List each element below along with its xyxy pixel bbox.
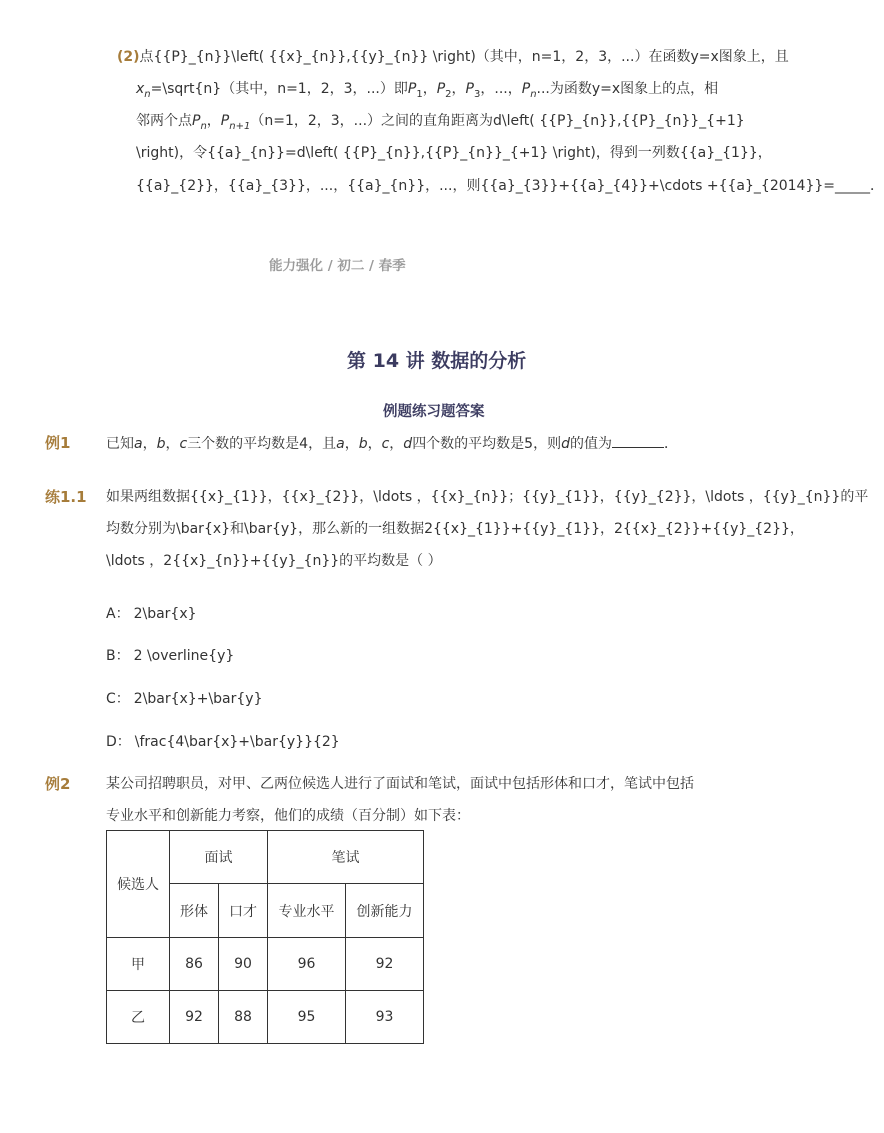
table-cell: 96 bbox=[268, 938, 346, 991]
practice-1-1-label: 练1.1 bbox=[45, 488, 87, 506]
p2-text-1: 点{{P}_{n}}\left( {{x}_{n}},{{y}_{n}} \right)（其中，n=1，2，3，...）在函数y=x图象上，且 bbox=[139, 49, 789, 65]
col-innovation: 创新能力 bbox=[346, 884, 424, 938]
row-name: 乙 bbox=[107, 991, 170, 1044]
table-cell: 88 bbox=[219, 991, 268, 1044]
answer-blank bbox=[612, 435, 664, 448]
header-written: 笔试 bbox=[268, 831, 424, 884]
score-table bbox=[106, 830, 424, 1044]
table-cell: 95 bbox=[268, 991, 346, 1044]
option-d[interactable]: D： \frac{4\bar{x}+\bar{y}}{2} bbox=[106, 734, 340, 750]
example-1-label: 例1 bbox=[45, 434, 71, 452]
example-2-label: 例2 bbox=[45, 775, 71, 793]
section-subtitle: 例题练习题答案 bbox=[383, 404, 485, 420]
option-b[interactable]: B： 2 \overline{y} bbox=[106, 648, 235, 664]
table-row bbox=[107, 938, 424, 991]
row-name: 甲 bbox=[107, 938, 170, 991]
practice-1-1-line-2: 均数分别为\bar{x}和\bar{y}，那么新的一组数据2{{x}_{1}}+{{y}_{1}}，2{{x}_{2}}+{{y}_{2}}， bbox=[106, 521, 804, 537]
table-cell: 93 bbox=[346, 991, 424, 1044]
example-2-line-1: 某公司招聘职员，对甲、乙两位候选人进行了面试和笔试，面试中包括形体和口才，笔试中包括 bbox=[106, 776, 694, 792]
p2-line-5: {{a}_{2}}，{{a}_{3}}，...，{{a}_{n}}，...，则{{a}_{3}}+{{a}_{4}}+\cdots +{{a}_{2014}}=_____． bbox=[136, 178, 884, 194]
p2-line-1 bbox=[117, 46, 789, 66]
lecture-title: 第 14 讲 数据的分析 bbox=[347, 350, 527, 372]
header-candidate: 候选人 bbox=[107, 831, 170, 938]
table-cell: 92 bbox=[170, 991, 219, 1044]
p2-line-2: $x_n=\backslash sqrt\{n\}$（其中，n=1，2，3，...）即$P_1$，$P_2$，$P_3$，...，$P_n$...为函数y=x图象上的点，相 bbox=[136, 81, 719, 100]
p2-line-4: \right)，令{{a}_{n}}=d\left( {{P}_{n}},{{P}_{n}}_{+1} \right)，得到一列数{{a}_{1}}， bbox=[136, 145, 772, 161]
table-cell: 92 bbox=[346, 938, 424, 991]
option-c[interactable]: C： 2\bar{x}+\bar{y} bbox=[106, 691, 263, 707]
col-eloquence: 口才 bbox=[219, 884, 268, 938]
table-cell: 90 bbox=[219, 938, 268, 991]
col-professional: 专业水平 bbox=[268, 884, 346, 938]
practice-1-1-line-1: 如果两组数据{{x}_{1}}，{{x}_{2}}，\ldots ，{{x}_{n}}；{{y}_{1}}，{{y}_{2}}，\ldots ，{{y}_{n}}的平 bbox=[106, 489, 869, 505]
example-1-text: 已知a，b，c三个数的平均数是4，且a，b，c，d四个数的平均数是5，则d的值为 ． bbox=[106, 436, 678, 452]
header-interview: 面试 bbox=[170, 831, 268, 884]
table-cell: 86 bbox=[170, 938, 219, 991]
table-row bbox=[107, 991, 424, 1044]
p2-line-3: 邻两个点$P_n$，$P_{n+1}(n=1$，2，3，...）之间的直角距离为d\left( {{P}_{n}},{{P}_{n}}_{+1} bbox=[136, 113, 745, 132]
example-2-line-2: 专业水平和创新能力考察，他们的成绩（百分制）如下表： bbox=[106, 808, 470, 824]
option-a[interactable]: A： 2\bar{x} bbox=[106, 606, 197, 622]
practice-1-1-line-3: \ldots ，2{{x}_{n}}+{{y}_{n}}的平均数是（ ） bbox=[106, 553, 442, 569]
page-footer: 能力强化 / 初二 / 春季 bbox=[269, 258, 406, 274]
p2-number: (2) bbox=[117, 49, 140, 65]
col-appearance: 形体 bbox=[170, 884, 219, 938]
